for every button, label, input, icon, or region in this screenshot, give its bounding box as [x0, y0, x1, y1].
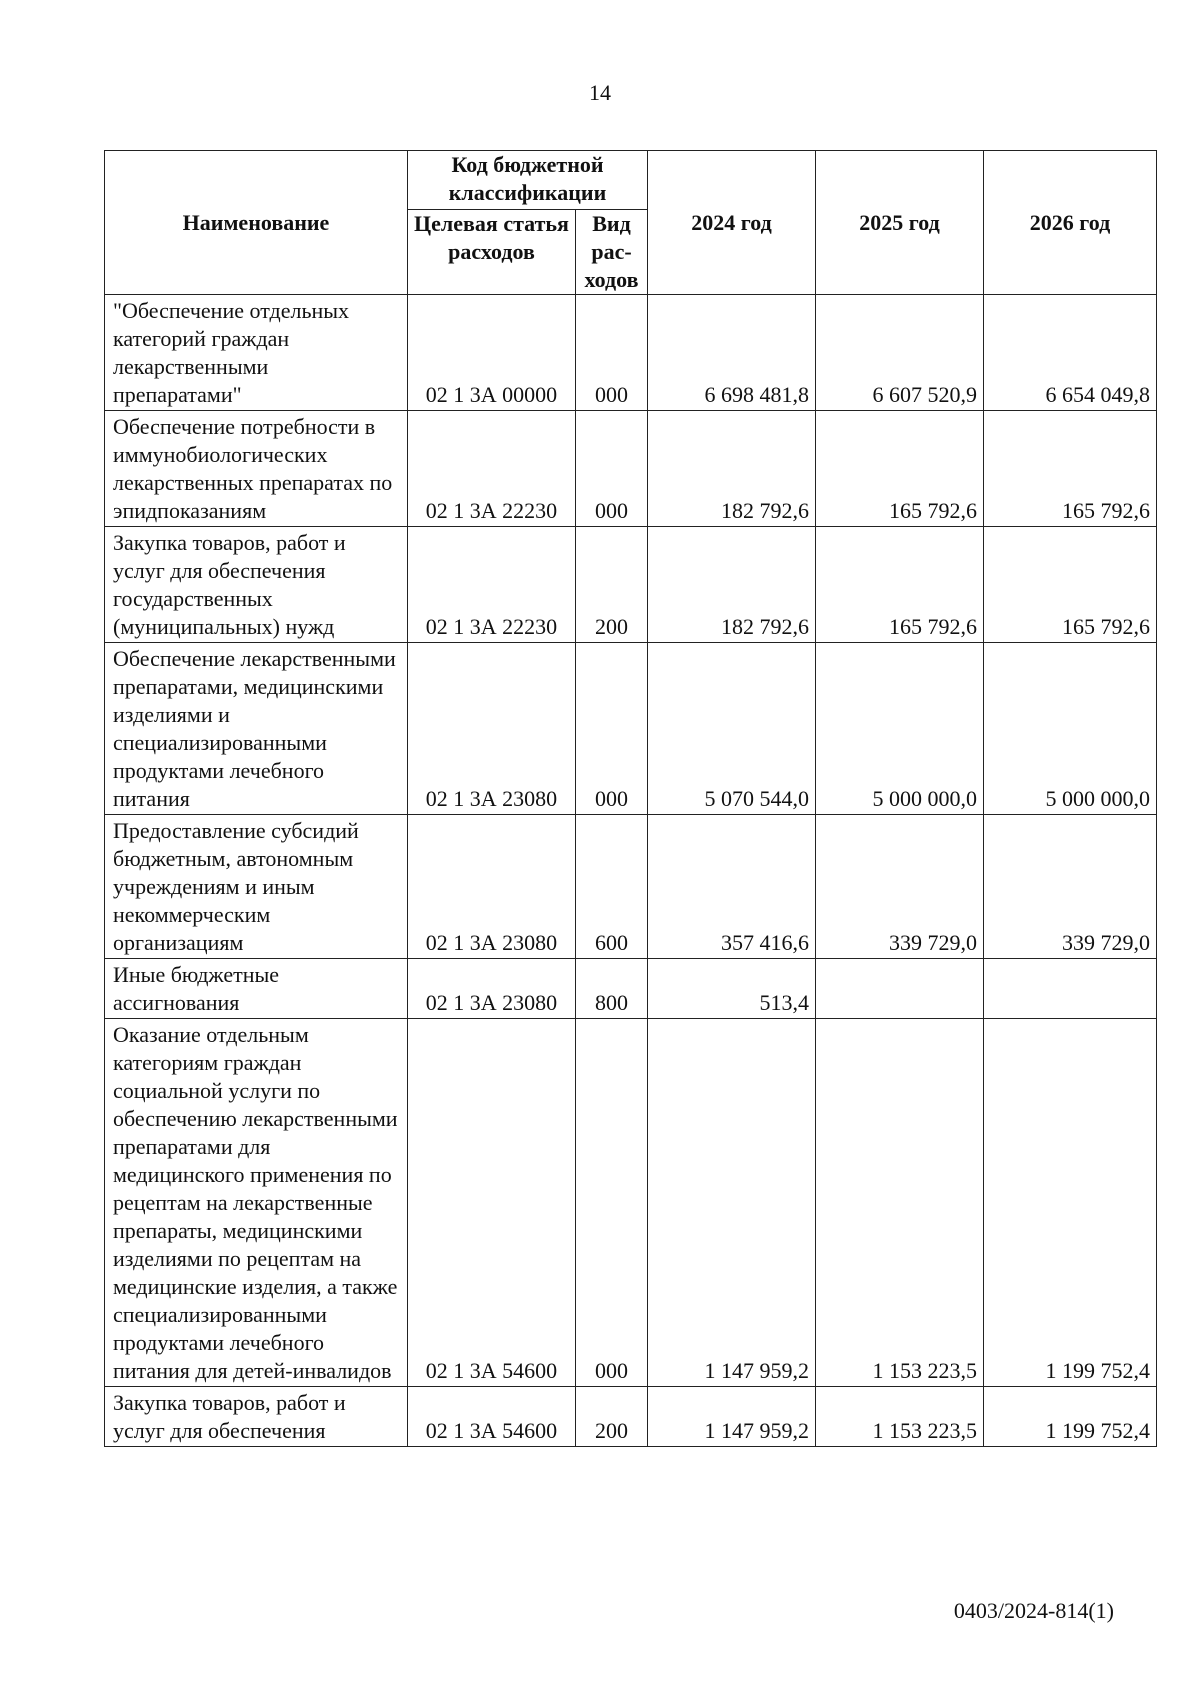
row-kind: 200 [576, 527, 648, 643]
row-2025: 165 792,6 [816, 527, 984, 643]
table-row [105, 1387, 1157, 1447]
header-code-group: Код бюджетной классификации [408, 151, 648, 210]
table-row [105, 959, 1157, 1019]
table-body [105, 295, 1157, 1447]
table-header [105, 151, 1157, 295]
row-2024: 6 698 481,8 [648, 295, 816, 411]
row-code: 02 1 3А 54600 [408, 1019, 576, 1387]
row-2026: 6 654 049,8 [984, 295, 1157, 411]
row-2024: 357 416,6 [648, 815, 816, 959]
page-number: 14 [589, 80, 611, 105]
row-2024: 182 792,6 [648, 527, 816, 643]
header-row-top [105, 151, 1157, 210]
header-kind: Вид рас-ходов [576, 210, 648, 295]
row-2024: 1 147 959,2 [648, 1019, 816, 1387]
row-2026 [984, 959, 1157, 1019]
header-name: Наименование [105, 151, 408, 295]
row-2024: 5 070 544,0 [648, 643, 816, 815]
row-code: 02 1 3А 23080 [408, 815, 576, 959]
table-row [105, 1019, 1157, 1387]
header-2026: 2026 год [984, 151, 1157, 295]
row-2025: 1 153 223,5 [816, 1019, 984, 1387]
table-row [105, 527, 1157, 643]
row-name: "Обеспечение отдельных категорий граждан лекарственными препаратами" [105, 295, 408, 411]
row-code: 02 1 3А 00000 [408, 295, 576, 411]
row-2026: 165 792,6 [984, 411, 1157, 527]
row-kind: 000 [576, 1019, 648, 1387]
row-kind: 600 [576, 815, 648, 959]
table-row [105, 815, 1157, 959]
row-2025: 165 792,6 [816, 411, 984, 527]
row-code: 02 1 3А 23080 [408, 959, 576, 1019]
row-2026: 5 000 000,0 [984, 643, 1157, 815]
row-kind: 000 [576, 643, 648, 815]
header-2024: 2024 год [648, 151, 816, 295]
row-name: Обеспечение потребности в иммунобиологических лекарственных препаратах по эпидпоказаниям [105, 411, 408, 527]
row-2025: 6 607 520,9 [816, 295, 984, 411]
row-2026: 1 199 752,4 [984, 1019, 1157, 1387]
row-kind: 200 [576, 1387, 648, 1447]
table-row [105, 295, 1157, 411]
row-2024: 513,4 [648, 959, 816, 1019]
row-kind: 000 [576, 411, 648, 527]
table-row [105, 411, 1157, 527]
row-name: Обеспечение лекарственными препаратами, медицинскими изделиями и специализированными продуктами лечебного питания [105, 643, 408, 815]
row-2024: 182 792,6 [648, 411, 816, 527]
row-2026: 1 199 752,4 [984, 1387, 1157, 1447]
row-name: Иные бюджетные ассигнования [105, 959, 408, 1019]
header-2025: 2025 год [816, 151, 984, 295]
header-target: Целевая статья расходов [408, 210, 576, 295]
row-kind: 000 [576, 295, 648, 411]
table-row [105, 643, 1157, 815]
row-2025: 1 153 223,5 [816, 1387, 984, 1447]
row-code: 02 1 3А 54600 [408, 1387, 576, 1447]
row-name: Закупка товаров, работ и услуг для обеспечения государственных (муниципальных) нужд [105, 527, 408, 643]
row-name: Оказание отдельным категориям граждан социальной услуги по обеспечению лекарственными препаратами для медицинского применения по рецептам на лекарственные препараты, медицинскими изделиями по рецептам на медицинские изделия, а также специализированными продуктами лечебного питания для детей-инвалидов [105, 1019, 408, 1387]
row-kind: 800 [576, 959, 648, 1019]
budget-table [104, 150, 1157, 1447]
row-2024: 1 147 959,2 [648, 1387, 816, 1447]
row-name: Предоставление субсидий бюджетным, автономным учреждениям и иным некоммерческим организациям [105, 815, 408, 959]
row-2025: 5 000 000,0 [816, 643, 984, 815]
row-code: 02 1 3А 23080 [408, 643, 576, 815]
row-2026: 339 729,0 [984, 815, 1157, 959]
row-name: Закупка товаров, работ и услуг для обеспечения [105, 1387, 408, 1447]
row-code: 02 1 3А 22230 [408, 527, 576, 643]
document-code: 0403/2024-814(1) [953, 1598, 1114, 1623]
row-2026: 165 792,6 [984, 527, 1157, 643]
row-2025: 339 729,0 [816, 815, 984, 959]
row-code: 02 1 3А 22230 [408, 411, 576, 527]
row-2025 [816, 959, 984, 1019]
